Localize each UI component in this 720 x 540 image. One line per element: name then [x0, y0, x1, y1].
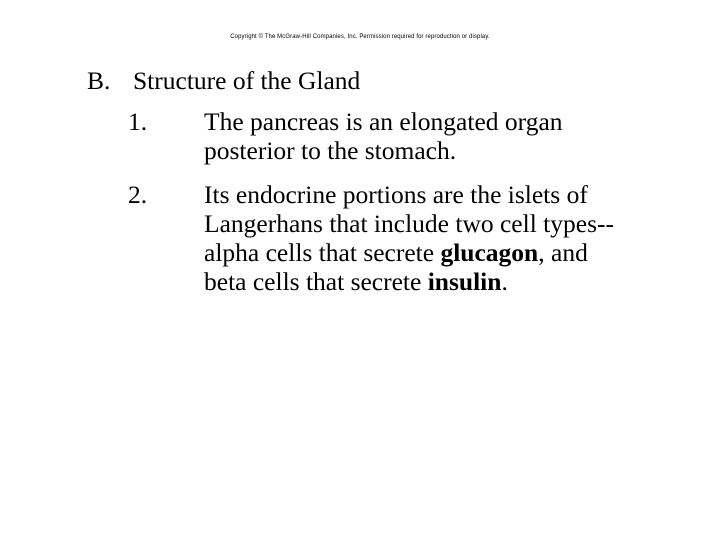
item-number: 1. [128, 107, 148, 136]
section-label: B. [87, 66, 111, 95]
item-line: Langerhans that include two cell types-- [204, 209, 614, 238]
item-line: Its endocrine portions are the islets of [204, 180, 588, 209]
copyright-notice: Copyright © The McGraw-Hill Companies, Inc. Permission required for reproduction or display. [230, 34, 490, 40]
list-item [204, 107, 563, 165]
item-number: 2. [128, 180, 148, 209]
item-text-segment: , and [538, 238, 588, 267]
item-line: The pancreas is an elongated organ [204, 107, 563, 136]
item-line [204, 238, 614, 267]
item-line: posterior to the stomach. [204, 136, 457, 165]
item-line [204, 267, 614, 296]
item-text-segment: alpha cells that secrete [204, 238, 441, 267]
item-text-segment: . [501, 267, 508, 296]
glucagon-term: glucagon [440, 238, 539, 267]
item-text-segment: beta cells that secrete [204, 267, 428, 296]
insulin-term: insulin [427, 267, 502, 296]
section-title: Structure of the Gland [133, 66, 361, 95]
list-item [204, 180, 614, 296]
